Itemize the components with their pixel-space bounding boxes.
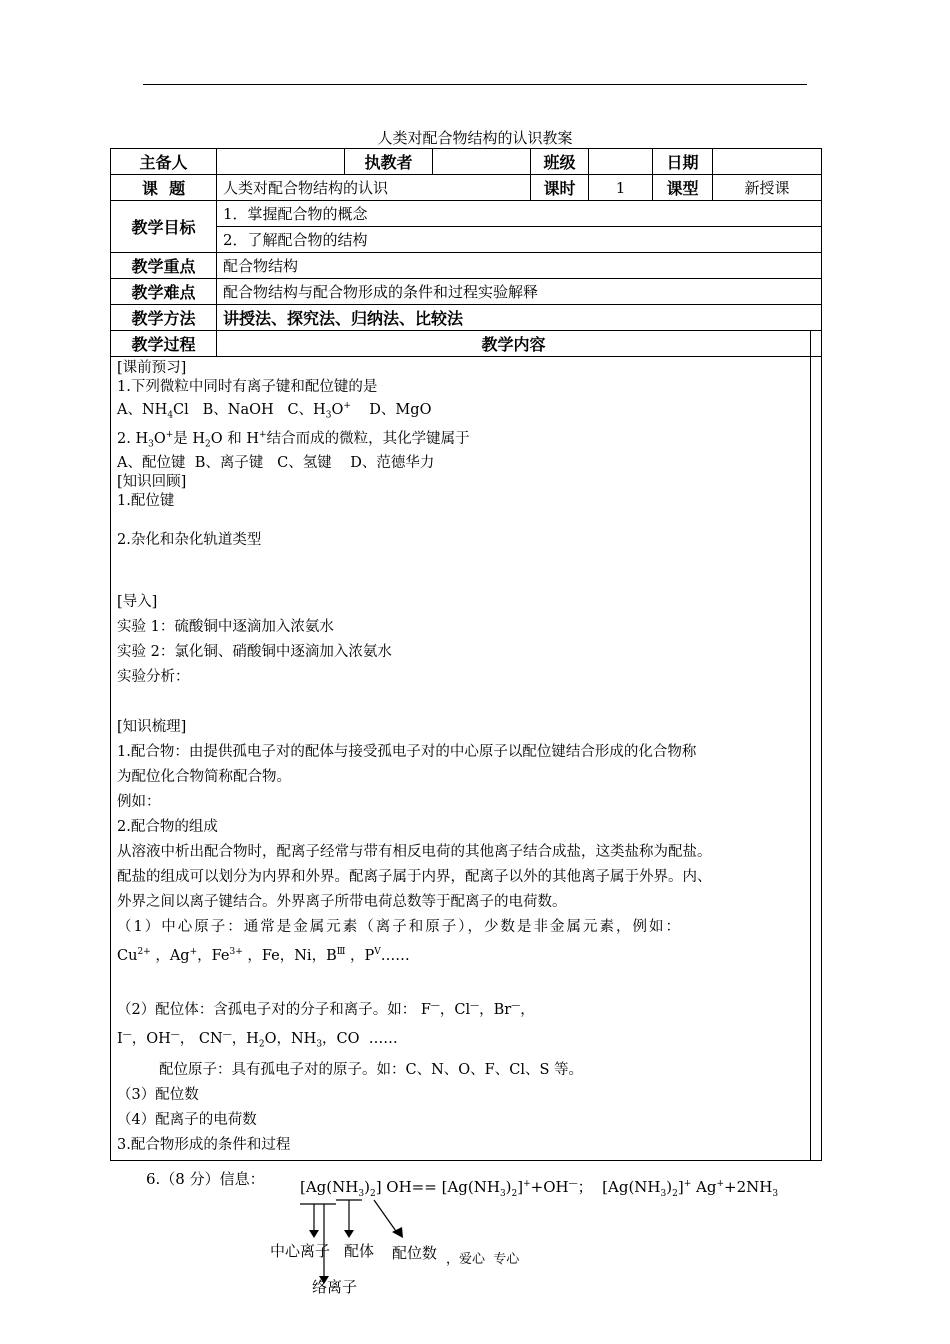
blank-line: [117, 550, 804, 570]
blank-line: [117, 570, 804, 590]
goal-item: 1．掌握配合物的概念: [217, 201, 822, 227]
key-point-label: 教学重点: [111, 253, 217, 279]
intro-header: [导入]: [117, 594, 158, 611]
example-line: 例如：: [117, 794, 161, 811]
preparer-value: [217, 149, 345, 175]
composition-heading: 2.配合物的组成: [117, 819, 218, 836]
blank-line: [117, 511, 804, 531]
content-label: 教学内容: [217, 331, 811, 357]
arrow-head: [309, 1230, 319, 1238]
document-title: 人类对配合物结构的认识教案: [377, 129, 573, 147]
method-value: 讲授法、探究法、归纳法、比较法: [217, 305, 822, 331]
formation-line: 3.配合物形成的条件和过程: [117, 1136, 291, 1153]
composition-text: 外界之间以离子键结合。外界离子所带电荷总数等于配离子的电荷数。: [117, 894, 567, 911]
process-label: 教学过程: [111, 331, 217, 357]
table-row: [111, 201, 822, 227]
review-item: 2.杂化和杂化轨道类型: [117, 532, 262, 549]
topic-value: 人类对配合物结构的认识: [217, 175, 531, 201]
definition-line: 为配位化合物简称配合物。: [117, 769, 291, 786]
arrow-head: [344, 1230, 354, 1238]
class-label: 班级: [531, 149, 589, 175]
blank-line: [117, 969, 804, 994]
key-point-value: 配合物结构: [217, 253, 822, 279]
teaching-content: [111, 357, 811, 1161]
structure-diagram: [0, 1160, 950, 1310]
hours-label: 课时: [531, 175, 589, 201]
table-row: [111, 175, 822, 201]
footer-question: [0, 1160, 950, 1310]
blank-cell: [811, 331, 822, 357]
topic-label: 课 题: [111, 175, 217, 201]
ligand-label: 配体: [344, 1242, 375, 1260]
blank-line: [117, 690, 804, 715]
complex-ion-label: 络离子: [312, 1278, 358, 1296]
complex-formula: $[Ag(NH_3)_2]$ $OH== [Ag(NH_3)_2]^++OH^—$； $[Ag(NH_3)_2]^+$ $Ag^++2NH_3$: [300, 1178, 779, 1199]
table-row: [111, 227, 822, 253]
donor-atom-line: 配位原子：具有孤电子对的原子。如：C、N、O、F、Cl、S 等。: [159, 1061, 584, 1078]
coordination-number-line: （3）配位数: [117, 1086, 199, 1103]
class-value: [589, 149, 653, 175]
center-atom-line: （1）中心原子：通常是金属元素（离子和原子），少数是非金属元素，例如：: [117, 919, 682, 936]
question-2: 2. $H_3O^+$是 $H_2O$ 和 H+结合而成的微粒，其化学键属于: [117, 429, 470, 450]
experiment-analysis: 实验分析：: [117, 669, 190, 686]
coordination-number-label: 配位数: [392, 1244, 438, 1262]
experiment-2: 实验 2：氯化铜、硝酸铜中逐滴加入浓氨水: [117, 644, 392, 661]
lesson-plan-table: [110, 148, 822, 1161]
lesson-type-value: 新授课: [713, 175, 822, 201]
difficulty-label: 教学难点: [111, 279, 217, 305]
difficulty-value: 配合物结构与配合物形成的条件和过程实验解释: [217, 279, 822, 305]
review-item: 1.配位键: [117, 493, 175, 510]
table-row: [111, 305, 822, 331]
header-rule: [143, 84, 807, 85]
question-2-options: A、配位键 B、离子键 C、氢键 D、范德华力: [117, 455, 435, 472]
center-atom-examples: $Cu^{2+}$ ，Ag+，$Fe^{3+}$ ，Fe，Ni，$B^Ⅲ$ ，$P^Ⅴ\dots\dots$: [117, 947, 410, 965]
table-row: [111, 253, 822, 279]
composition-text: 从溶液中析出配合物时，配离子经常与带有相反电荷的其他离子结合成盐，这类盐称为配盐。: [117, 844, 712, 861]
knowledge-header: [知识梳理]: [117, 719, 187, 736]
table-row: [111, 149, 822, 175]
preview-header: [课前预习]: [117, 360, 187, 376]
method-label: 教学方法: [111, 305, 217, 331]
date-label: 日期: [653, 149, 713, 175]
goal-item: 2．了解配合物的结构: [217, 227, 822, 253]
question-1: 1.下列微粒中同时有离子键和配位键的是: [117, 379, 378, 395]
review-header: [知识回顾]: [117, 474, 187, 491]
table-row: [111, 279, 822, 305]
goals-label: 教学目标: [111, 201, 217, 253]
ion-charge-line: （4）配离子的电荷数: [117, 1111, 257, 1128]
definition-line: 1.配合物：由提供孤电子对的配体与接受孤电子对的中心原子以配位键结合形成的化合物称: [117, 744, 697, 761]
preparer-label: 主备人: [111, 149, 217, 175]
question-label: 6.（8 分）信息：: [146, 1170, 265, 1188]
date-value: [713, 149, 822, 175]
composition-text: 配盐的组成可以划分为内界和外界。配离子属于内界，配离子以外的其他离子属于外界。内、: [117, 869, 712, 886]
central-ion-label: 中心离子: [270, 1242, 331, 1260]
motto-text: ，爱心 专心: [446, 1252, 520, 1267]
table-row: [111, 357, 822, 1161]
blank-cell: [811, 357, 822, 1161]
hours-value: 1: [589, 175, 653, 201]
experiment-1: 实验 1：硫酸铜中逐滴加入浓氨水: [117, 619, 334, 636]
lesson-type-label: 课型: [653, 175, 713, 201]
ligand-line: （2）配位体：含孤电子对的分子和离子。如： F—，Cl—，Br—，: [117, 1001, 535, 1019]
table-row: [111, 331, 822, 357]
arrow-line: [374, 1200, 398, 1234]
ligand-examples: I—，OH—， CN—，$H_2O$，$NH_3$，CO ……: [117, 1030, 398, 1050]
question-1-options: A、$NH_4Cl$ B、NaOH C、$H_3O^+$ D、MgO: [117, 401, 432, 421]
teacher-value: [433, 149, 531, 175]
teacher-label: 执教者: [345, 149, 433, 175]
